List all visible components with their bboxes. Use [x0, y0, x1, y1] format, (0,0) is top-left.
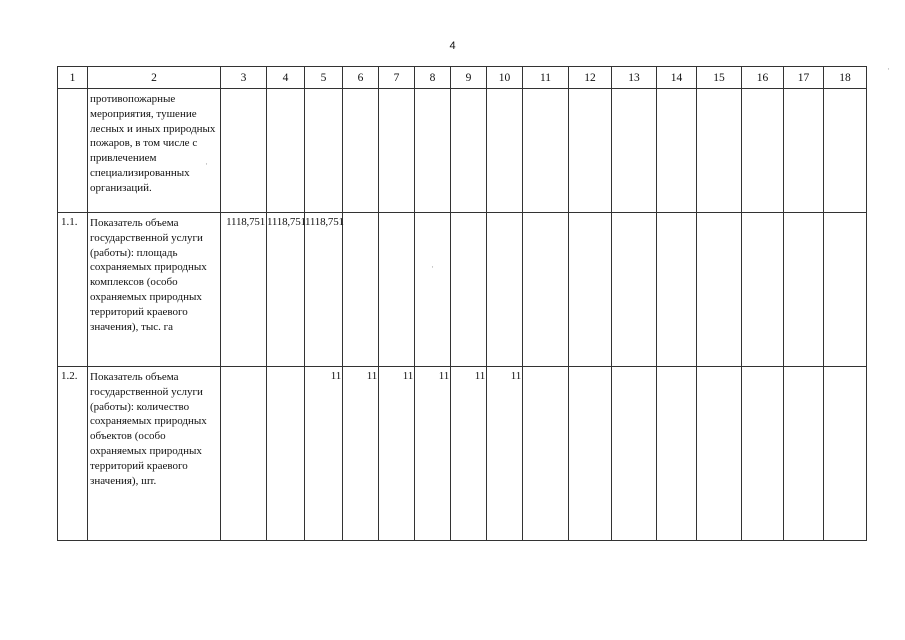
row-description: Показатель объема государственной услуги (работы): площадь сохраняемых природных комплексов (особо охраняемых природных территорий краевого значения), тыс. га	[88, 213, 221, 367]
value-cell	[784, 367, 824, 541]
value-cell	[415, 89, 451, 213]
table-row	[58, 89, 867, 213]
value-cell	[267, 367, 305, 541]
value-cell: 11	[379, 367, 415, 541]
value-cell	[221, 367, 267, 541]
value-cell	[697, 89, 742, 213]
value-cell	[824, 89, 867, 213]
data-table	[57, 66, 867, 541]
value-cell	[612, 89, 657, 213]
value-cell	[451, 89, 487, 213]
value-cell: 1118,751	[267, 213, 305, 367]
value-cell	[523, 367, 569, 541]
value-cell	[784, 89, 824, 213]
value-cell	[612, 367, 657, 541]
value-cell	[657, 367, 697, 541]
value-cell	[824, 213, 867, 367]
column-header-11: 11	[523, 67, 569, 89]
value-cell	[343, 89, 379, 213]
value-cell	[487, 89, 523, 213]
column-header-3: 3	[221, 67, 267, 89]
row-number: 1.1.	[58, 213, 88, 367]
value-cell	[742, 367, 784, 541]
value-cell	[742, 89, 784, 213]
value-cell	[697, 213, 742, 367]
column-header-9: 9	[451, 67, 487, 89]
column-header-18: 18	[824, 67, 867, 89]
value-cell	[657, 89, 697, 213]
column-header-8: 8	[415, 67, 451, 89]
value-cell	[569, 367, 612, 541]
value-cell	[267, 89, 305, 213]
row-description: противопожарные мероприятия, тушение лесных и иных природных пожаров, в том числе с привлечением специализированных организаций.	[88, 89, 221, 213]
column-header-5: 5	[305, 67, 343, 89]
value-cell	[569, 213, 612, 367]
value-cell: 11	[415, 367, 451, 541]
column-header-2: 2	[88, 67, 221, 89]
value-cell	[824, 367, 867, 541]
column-header-6: 6	[343, 67, 379, 89]
value-cell	[415, 213, 451, 367]
value-cell	[379, 89, 415, 213]
scan-speck: ·	[887, 64, 890, 74]
column-header-14: 14	[657, 67, 697, 89]
scan-speck: ·	[431, 262, 434, 272]
value-cell	[451, 213, 487, 367]
table-row	[58, 213, 867, 367]
value-cell: 11	[487, 367, 523, 541]
column-header-10: 10	[487, 67, 523, 89]
value-cell	[569, 89, 612, 213]
column-header-7: 7	[379, 67, 415, 89]
value-cell	[784, 213, 824, 367]
value-cell	[487, 213, 523, 367]
column-header-16: 16	[742, 67, 784, 89]
table-row	[58, 367, 867, 541]
value-cell	[523, 89, 569, 213]
column-header-15: 15	[697, 67, 742, 89]
row-number: 1.2.	[58, 367, 88, 541]
row-number	[58, 89, 88, 213]
value-cell: 1118,751	[221, 213, 267, 367]
header-row	[58, 67, 867, 89]
column-header-13: 13	[612, 67, 657, 89]
page-number: 4	[449, 40, 456, 52]
value-cell	[523, 213, 569, 367]
value-cell: 1118,751	[305, 213, 343, 367]
value-cell: 11	[305, 367, 343, 541]
value-cell: 11	[451, 367, 487, 541]
value-cell	[612, 213, 657, 367]
column-header-12: 12	[569, 67, 612, 89]
value-cell	[305, 89, 343, 213]
value-cell: 11	[343, 367, 379, 541]
value-cell	[697, 367, 742, 541]
value-cell	[379, 213, 415, 367]
value-cell	[742, 213, 784, 367]
value-cell	[221, 89, 267, 213]
value-cell	[343, 213, 379, 367]
column-header-4: 4	[267, 67, 305, 89]
column-header-1: 1	[58, 67, 88, 89]
value-cell	[657, 213, 697, 367]
column-header-17: 17	[784, 67, 824, 89]
scan-speck: ·	[205, 159, 208, 169]
row-description: Показатель объема государственной услуги (работы): количество сохраняемых природных объектов (особо охраняемых природных территорий краевого значения), шт.	[88, 367, 221, 541]
